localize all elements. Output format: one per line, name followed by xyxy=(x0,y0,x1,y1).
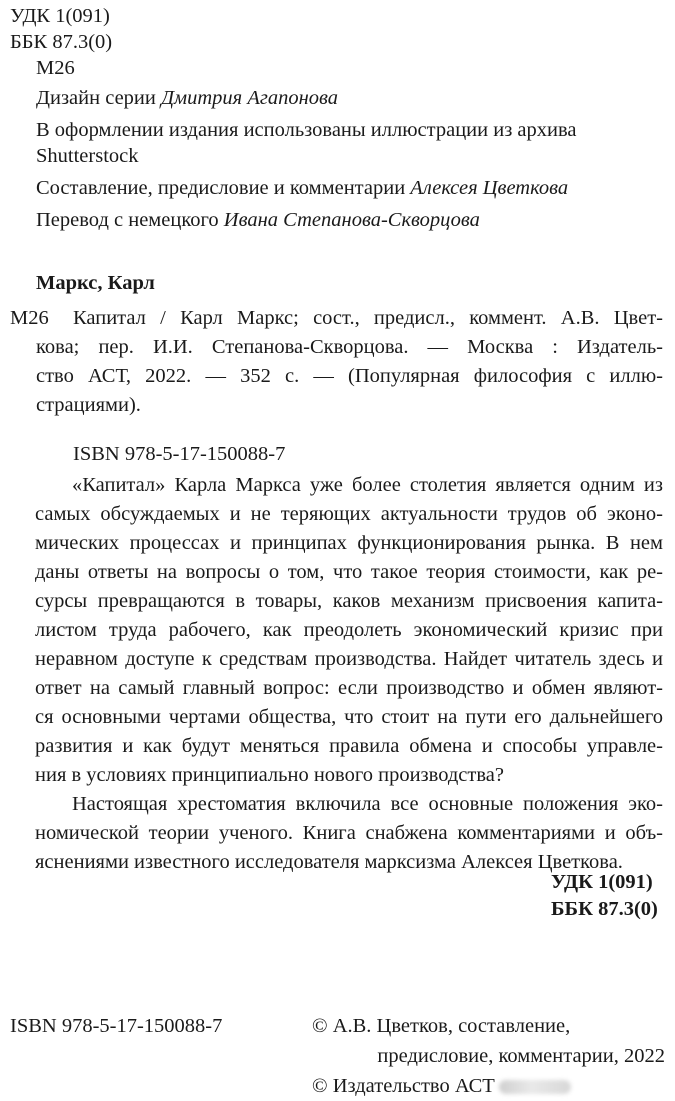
illustrations-credit-line2: Shutterstock xyxy=(36,145,139,167)
annotation-line: сурсы превращаются в товары, каков механизм присвоения капита- xyxy=(35,590,663,612)
annotation-line: ния в условиях принципиально нового производства? xyxy=(35,764,504,786)
design-label: Дизайн серии xyxy=(36,87,161,109)
translation-label: Перевод с немецкого xyxy=(36,209,224,231)
copyright-compiler-line2: предисловие, комментарии, 2022 xyxy=(377,1045,665,1067)
annotation-line: мических процессах и принципах функционирования рынка. В нем xyxy=(35,532,663,554)
translator-name: Ивана Степанова-Скворцова xyxy=(223,209,480,231)
udk-code: УДК 1(091) xyxy=(10,5,110,27)
annotation-line: яснениями известного исследователя марксизма Алексея Цветкова. xyxy=(35,851,623,873)
designer-name: Дмитрия Агапонова xyxy=(160,87,339,109)
compiler-credit xyxy=(36,174,568,203)
copyright-publisher-text: © Издательство АСТ xyxy=(312,1075,495,1097)
annotation-paragraph-2 xyxy=(35,790,663,877)
annotation-line: ся основными чертами общества, что стоит на пути его дальнейшего xyxy=(35,706,663,728)
catalog-isbn: ISBN 978-5-17-150088-7 xyxy=(73,443,286,465)
compiler-name: Алексея Цветкова xyxy=(410,177,569,199)
udk-code-bottom: УДК 1(091) xyxy=(551,871,653,893)
annotation-line: самых обсуждаемых и не теряющих актуальности трудов об эконо- xyxy=(35,503,663,525)
annotation-line: неравном доступе к средствам производства. Найдет читатель здесь и xyxy=(35,648,663,670)
catalog-line: страциями). xyxy=(36,394,141,416)
footer-isbn: ISBN 978-5-17-150088-7 xyxy=(10,1015,223,1037)
copyright-compiler-line1: © А.В. Цветков, составление, xyxy=(312,1015,571,1037)
annotation-line: развития и как будут меняться правила обмена и способы управле- xyxy=(35,735,663,757)
catalog-line: кова; пер. И.И. Степанова-Скворцова. — Москва : Издатель- xyxy=(36,336,663,358)
bbk-code: ББК 87.3(0) xyxy=(10,31,113,53)
annotation-line: ответ на самый главный вопрос: если производство и обмен являют- xyxy=(35,677,663,699)
catalog-mark: М26 xyxy=(10,307,49,329)
redacted-blur xyxy=(499,1080,571,1094)
annotation-line: номической теории ученого. Книга снабжена комментариями и объ- xyxy=(35,822,663,844)
annotation-paragraph-1 xyxy=(35,471,663,790)
bbk-code-bottom: ББК 87.3(0) xyxy=(551,898,658,920)
author-mark: М26 xyxy=(36,57,75,79)
illustrations-credit-line1: В оформлении издания использованы иллюстрации из архива xyxy=(36,119,577,141)
catalog-description xyxy=(36,304,663,420)
design-credit xyxy=(36,84,338,113)
compiler-label: Составление, предисловие и комментарии xyxy=(36,177,411,199)
author-heading: Маркс, Карл xyxy=(36,272,155,294)
copyright-publisher xyxy=(312,1072,571,1101)
catalog-line: Капитал / Карл Маркс; сост., предисл., коммент. А.В. Цвет- xyxy=(73,307,663,329)
annotation-line: даны ответы на вопросы о том, что такое теория стоимости, как ре- xyxy=(35,561,663,583)
annotation-line: «Капитал» Карла Маркса уже более столетия является одним из xyxy=(72,474,663,496)
translation-credit xyxy=(36,206,480,235)
annotation-line: листом труда рабочего, как преодолеть экономический кризис при xyxy=(35,619,663,641)
annotation-line: Настоящая хрестоматия включила все основные положения эко- xyxy=(72,793,663,815)
catalog-line: ство АСТ, 2022. — 352 с. — (Популярная философия с иллю- xyxy=(36,365,663,387)
